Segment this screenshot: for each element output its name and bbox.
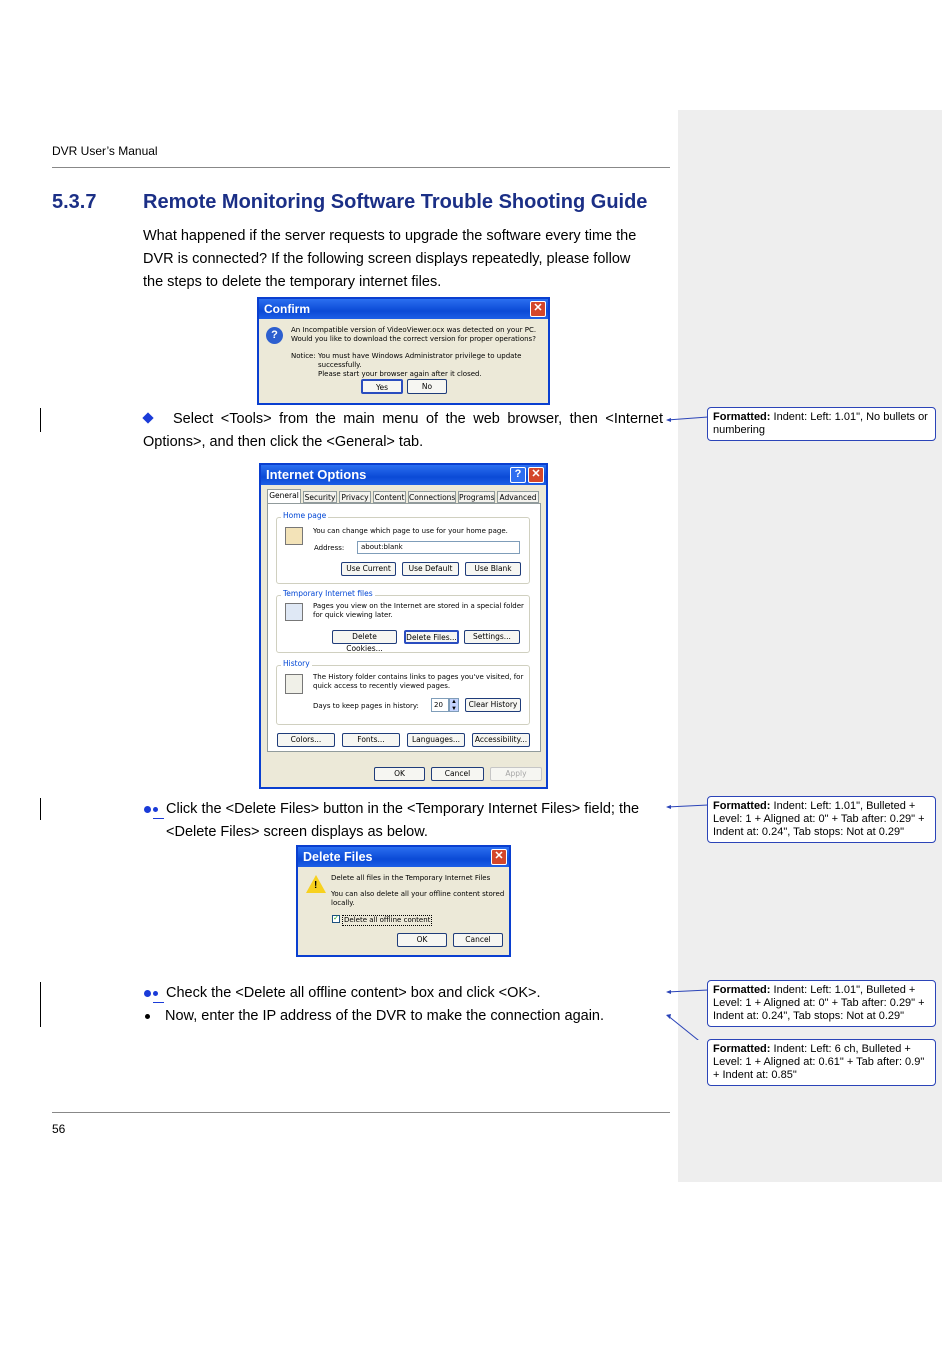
temp-line: for quick viewing later. [313, 611, 393, 619]
delete-line: You can also delete all your offline content stored [331, 890, 505, 898]
step2-paragraph [166, 798, 664, 844]
intro-paragraph [143, 225, 665, 294]
days-label: Days to keep pages in history: [313, 702, 419, 710]
intro-line: DVR is connected? If the following screen displays repeatedly, please follow [143, 251, 631, 267]
notice-line: Please start your browser again after it closed. [318, 370, 482, 378]
close-icon: ✕ [528, 467, 544, 483]
bullet-icon [153, 991, 158, 996]
confirm-message [291, 326, 536, 344]
delete-files-title-bar [298, 847, 509, 867]
confirm-line: Would you like to download the correct version for proper operations? [291, 335, 536, 343]
delete-files-screenshot [296, 845, 511, 957]
balloon-text: Indent: Left: 1.01", Bulleted + Level: 1 + Aligned at: 0" + Tab after: 0.29" + Indent at: 0.24", Tab stops: Not at 0.29" [713, 800, 925, 838]
home-page-text: You can change which page to use for your home page. [313, 527, 508, 535]
clear-history-button[interactable]: Clear History [465, 698, 521, 712]
temp-files-label: Temporary Internet files [283, 589, 373, 598]
history-line: The History folder contains links to pages you've visited, for [313, 673, 524, 681]
use-current-button[interactable]: Use Current [341, 562, 396, 576]
confirm-notice [318, 352, 548, 379]
step1-line: Select <Tools> from the main menu of the web browser, then <Internet [173, 411, 663, 427]
step2-line: Click the <Delete Files> button in the <Temporary Internet Files> field; the [166, 801, 640, 817]
apply-button[interactable]: Apply [490, 767, 542, 781]
tab-general[interactable]: General [267, 489, 301, 504]
balloon-text: Indent: Left: 1.01", Bulleted + Level: 1 + Aligned at: 0" + Tab after: 0.29" + Indent at: 0.24", Tab stops: Not at 0.29" [713, 984, 925, 1022]
section-title: Remote Monitoring Software Trouble Shooting Guide [143, 191, 648, 213]
balloon-label: Formatted: [713, 984, 771, 996]
bullet-icon [144, 806, 151, 813]
address-label: Address: [314, 544, 345, 552]
step4-text: Now, enter the IP address of the DVR to make the connection again. [165, 1008, 605, 1024]
settings-button[interactable]: Settings... [464, 630, 520, 644]
delete-cookies-button[interactable]: Delete Cookies... [332, 630, 397, 644]
balloon-text: Indent: Left: 1.01", No bullets or numbering [713, 411, 928, 436]
confirm-title: Confirm [264, 302, 310, 316]
confirm-line: An Incompatible version of VideoViewer.ocx was detected on your PC. [291, 326, 537, 334]
close-icon: ✕ [491, 849, 507, 865]
ok-button[interactable]: OK [374, 767, 425, 781]
tab-connections[interactable]: Connections [409, 493, 456, 502]
change-bar [40, 982, 41, 1027]
running-header: DVR User’s Manual [52, 144, 158, 158]
intro-line: What happened if the server requests to upgrade the software every time the [143, 228, 637, 244]
history-line: quick access to recently viewed pages. [313, 682, 451, 690]
use-default-button[interactable]: Use Default [402, 562, 459, 576]
accessibility-button[interactable]: Accessibility... [472, 733, 530, 747]
step1-line: Options>, and then click the <General> tab. [143, 434, 424, 450]
spinner-icon[interactable]: ▲ ▼ [449, 698, 459, 712]
colors-button[interactable]: Colors... [277, 733, 335, 747]
cancel-button[interactable]: Cancel [453, 933, 503, 947]
confirm-title-bar [259, 299, 548, 319]
footer-rule [52, 1112, 670, 1113]
close-icon: ✕ [530, 301, 546, 317]
ok-button[interactable]: OK [397, 933, 447, 947]
languages-button[interactable]: Languages... [407, 733, 465, 747]
question-icon: ? [266, 327, 283, 344]
days-input[interactable]: 20 [431, 698, 449, 712]
tab-advanced[interactable]: Advanced [497, 491, 539, 503]
delete-files-button[interactable]: Delete Files... [404, 630, 459, 644]
history-icon [285, 674, 303, 694]
cancel-button[interactable]: Cancel [431, 767, 484, 781]
tab-content[interactable]: Content [374, 493, 405, 502]
folder-icon [285, 603, 303, 621]
home-page-label: Home page [283, 511, 327, 520]
internet-options-title-bar [261, 465, 546, 485]
balloon-connectors [660, 400, 720, 1040]
step2-line: <Delete Files> screen displays as below. [166, 824, 428, 840]
header-rule [52, 167, 670, 168]
fonts-button[interactable]: Fonts... [342, 733, 400, 747]
format-balloon [707, 796, 936, 843]
use-blank-button[interactable]: Use Blank [465, 562, 521, 576]
delete-files-title: Delete Files [303, 850, 373, 864]
tab-programs[interactable]: Programs [459, 493, 495, 502]
checkbox-checked-icon[interactable]: ✓ [333, 915, 339, 922]
revision-underline [153, 1002, 164, 1003]
format-balloon [707, 407, 936, 441]
internet-options-title: Internet Options [266, 467, 367, 482]
balloon-text: Indent: Left: 6 ch, Bulleted + Level: 1 + Aligned at: 0.61" + Tab after: 0.9" + Indent at: 0.85" [713, 1043, 925, 1081]
bullet-icon [144, 990, 151, 997]
home-icon [285, 527, 303, 545]
format-balloon [707, 1039, 936, 1086]
notice-line: You must have Windows Administrator privilege to update successfully. [318, 352, 522, 369]
format-balloon [707, 980, 936, 1027]
tab-privacy[interactable]: Privacy [339, 491, 371, 503]
delete-line: Delete all files in the Temporary Internet Files [331, 874, 491, 882]
confirm-notice-label: Notice: [291, 352, 316, 360]
confirm-dialog-screenshot [257, 297, 550, 405]
balloon-label: Formatted: [713, 411, 771, 423]
delete-line: locally. [331, 899, 355, 907]
yes-button[interactable]: Yes [361, 379, 403, 394]
internet-options-screenshot [259, 463, 548, 789]
offline-content-checkbox-label[interactable]: Delete all offline content [344, 916, 431, 924]
step3-text: Check the <Delete all offline content> box and click <OK>. [166, 985, 541, 1001]
change-bar [40, 798, 41, 820]
page-number: 56 [52, 1122, 66, 1136]
temp-line: Pages you view on the Internet are stored in a special folder [313, 602, 524, 610]
balloon-label: Formatted: [713, 1043, 771, 1055]
tab-security[interactable]: Security [304, 493, 336, 502]
no-button[interactable]: No [407, 379, 447, 394]
address-field[interactable]: about:blank [357, 541, 520, 554]
revision-underline [153, 818, 164, 819]
balloon-label: Formatted: [713, 800, 771, 812]
help-icon: ? [510, 467, 526, 483]
intro-line: the steps to delete the temporary internet files. [143, 274, 442, 290]
change-bar [40, 408, 41, 432]
warning-mark: ! [314, 880, 318, 891]
history-label: History [283, 659, 310, 668]
step1-paragraph [143, 408, 663, 454]
temp-files-text [313, 602, 524, 620]
bullet-icon [145, 1014, 150, 1019]
section-number: 5.3.7 [52, 191, 97, 213]
bullet-icon [153, 807, 158, 812]
history-text [313, 673, 523, 691]
